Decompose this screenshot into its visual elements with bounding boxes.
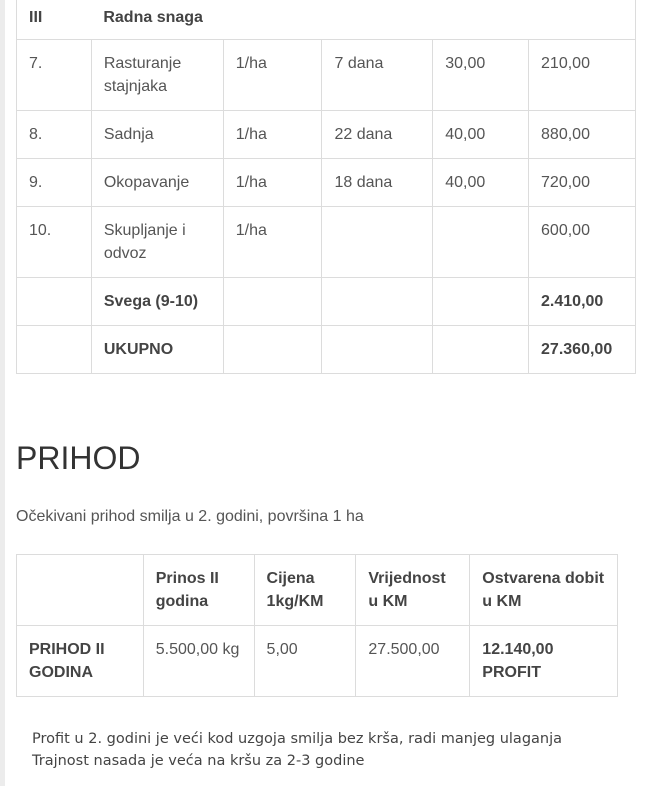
- row-price: 40,00: [433, 111, 529, 159]
- row-item: Rasturanje stajnjaka: [91, 40, 223, 111]
- left-margin-rule: [0, 0, 5, 786]
- grand-total-row: [17, 326, 636, 374]
- row-total: 210,00: [529, 40, 636, 111]
- row-price: [433, 207, 529, 278]
- header-cell-profit: Ostvarena dobit u KM: [470, 555, 618, 626]
- empty-cell: [223, 326, 322, 374]
- income-value: 27.500,00: [356, 626, 470, 697]
- income-row-label: PRIHOD II GODINA: [17, 626, 144, 697]
- header-cell-empty: [17, 555, 144, 626]
- subtotal-value: 2.410,00: [529, 278, 636, 326]
- row-item: Skupljanje i odvoz: [91, 207, 223, 278]
- row-price: 30,00: [433, 40, 529, 111]
- table-row: [17, 111, 636, 159]
- labor-cost-table: [16, 0, 636, 374]
- row-price: 40,00: [433, 159, 529, 207]
- notes-block: [32, 728, 562, 772]
- section-header-row: [17, 0, 636, 40]
- row-total: 880,00: [529, 111, 636, 159]
- row-unit: 1/ha: [223, 207, 322, 278]
- income-data-row: [17, 626, 618, 697]
- row-number: 7.: [17, 40, 92, 111]
- income-price: 5,00: [254, 626, 356, 697]
- row-number: 10.: [17, 207, 92, 278]
- table-row: [17, 159, 636, 207]
- income-profit: 12.140,00 PROFIT: [470, 626, 618, 697]
- empty-cell: [17, 278, 92, 326]
- income-table: [16, 554, 618, 697]
- row-number: 8.: [17, 111, 92, 159]
- row-days: [322, 207, 433, 278]
- section-number: III: [17, 0, 92, 40]
- note-line: Profit u 2. godini je veći kod uzgoja smilja bez krša, radi manjeg ulaganja: [32, 731, 563, 747]
- income-header-row: [17, 555, 618, 626]
- header-cell-value: Vrijednost u KM: [356, 555, 470, 626]
- row-total: 600,00: [529, 207, 636, 278]
- table-row: [17, 207, 636, 278]
- row-days: 18 dana: [322, 159, 433, 207]
- table-row: [17, 40, 636, 111]
- row-unit: 1/ha: [223, 159, 322, 207]
- empty-cell: [17, 326, 92, 374]
- row-unit: 1/ha: [223, 40, 322, 111]
- section-title: Radna snaga: [91, 0, 635, 40]
- empty-cell: [433, 326, 529, 374]
- empty-cell: [322, 326, 433, 374]
- income-yield: 5.500,00 kg: [143, 626, 254, 697]
- empty-cell: [433, 278, 529, 326]
- income-intro-text: Očekivani prihod smilja u 2. godini, površina 1 ha: [16, 508, 364, 525]
- header-cell-yield: Prinos II godina: [143, 555, 254, 626]
- section-heading: PRIHOD: [16, 440, 141, 476]
- grand-total-label: UKUPNO: [91, 326, 223, 374]
- note-line: Trajnost nasada je veća na kršu za 2-3 godine: [32, 753, 365, 769]
- subtotal-row: [17, 278, 636, 326]
- empty-cell: [223, 278, 322, 326]
- row-days: 22 dana: [322, 111, 433, 159]
- subtotal-label: Svega (9-10): [91, 278, 223, 326]
- row-item: Okopavanje: [91, 159, 223, 207]
- header-cell-price: Cijena 1kg/KM: [254, 555, 356, 626]
- row-total: 720,00: [529, 159, 636, 207]
- row-item: Sadnja: [91, 111, 223, 159]
- row-number: 9.: [17, 159, 92, 207]
- row-days: 7 dana: [322, 40, 433, 111]
- grand-total-value: 27.360,00: [529, 326, 636, 374]
- empty-cell: [322, 278, 433, 326]
- row-unit: 1/ha: [223, 111, 322, 159]
